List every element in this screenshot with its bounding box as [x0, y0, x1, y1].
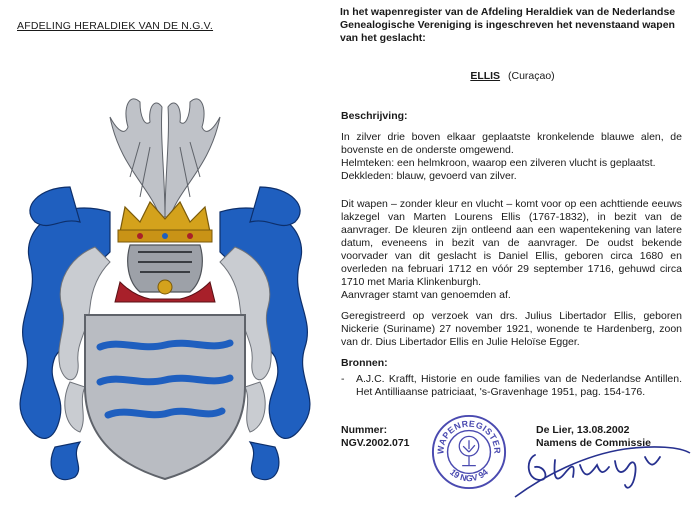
sources-bullet: -: [341, 373, 345, 385]
register-stamp: [430, 413, 508, 491]
family-place: (Curaçao): [508, 70, 555, 82]
request-block: [341, 310, 682, 349]
number-block: [341, 424, 410, 450]
description-mantling: Dekkleden: blauw, gevoerd van zilver.: [341, 170, 517, 182]
eel-3: [108, 411, 222, 415]
helmet: [115, 245, 215, 302]
history-last: Aanvrager stamt van genoemden af.: [341, 289, 511, 301]
description-heading: Beschrijving:: [341, 110, 408, 122]
place-date: De Lier, 13.08.2002: [536, 424, 630, 436]
description-blazon: In zilver drie boven elkaar geplaatste kronkelende blauwe alen, de bovenste en de onderste omgewend.: [341, 131, 682, 156]
shield: [85, 315, 245, 479]
stamp-top-text: WAPENREGISTER: [435, 418, 503, 455]
history-text: Dit wapen – zonder kleur en vlucht – komt voor op een achttiende eeuws lakzegel van Marten Lourens Ellis (1767-1832), in bezit van de aanvrager. De kleuren zijn ontleend aan een wapentekening van latere datum, eveneens in bezit van de aanvrager. De oudst bekende voorvader van dit geslacht is Daniel Ellis, geboren circa 1680 en overleden na februari 1712 en vóór 29 september 1716, gehuwd circa 1710 met Maria Klinkenburgh.: [341, 198, 682, 288]
family-heading: [340, 70, 685, 82]
history-block: [341, 198, 682, 302]
tree-icon: [459, 436, 479, 465]
coat-of-arms: [0, 47, 330, 507]
request-text: Geregistreerd op verzoek van drs. Julius Libertador Ellis, geboren Nickerie (Suriname) 27 november 1921, wonende te Hardenberg, zoon van dr. Dius Libertador Ellis en Julie Heloïse Egger.: [341, 310, 682, 348]
commission-label: Namens de Commissie: [536, 437, 651, 449]
eel-1: [100, 343, 230, 347]
sources-heading: Bronnen:: [341, 357, 388, 369]
stamp-bottom-text: 19 NGV 94: [448, 467, 490, 484]
description-block: [341, 131, 682, 183]
handwritten-signature: [505, 435, 695, 505]
sources-item: [341, 373, 682, 399]
description-crest: Helmteken: een helmkroon, waarop een zilveren vlucht is geplaatst.: [341, 157, 656, 169]
eel-2: [100, 378, 230, 382]
number-label: Nummer:: [341, 424, 388, 436]
wings-crest: [110, 99, 220, 217]
family-name: ELLIS: [470, 70, 501, 82]
number-value: NGV.2002.071: [341, 437, 410, 449]
department-title: AFDELING HERALDIEK VAN DE N.G.V.: [17, 20, 214, 32]
intro-text: In het wapenregister van de Afdeling Heraldiek van de Nederlandse Genealogische Vereniging is ingeschreven het nevenstaand wapen van het geslacht:: [340, 6, 676, 44]
sources-text: A.J.C. Krafft, Historie en oude families van de Nederlandse Antillen. Het Antilliaanse patriciaat, 's-Gravenhage 1951, pag. 154-176.: [356, 373, 682, 398]
